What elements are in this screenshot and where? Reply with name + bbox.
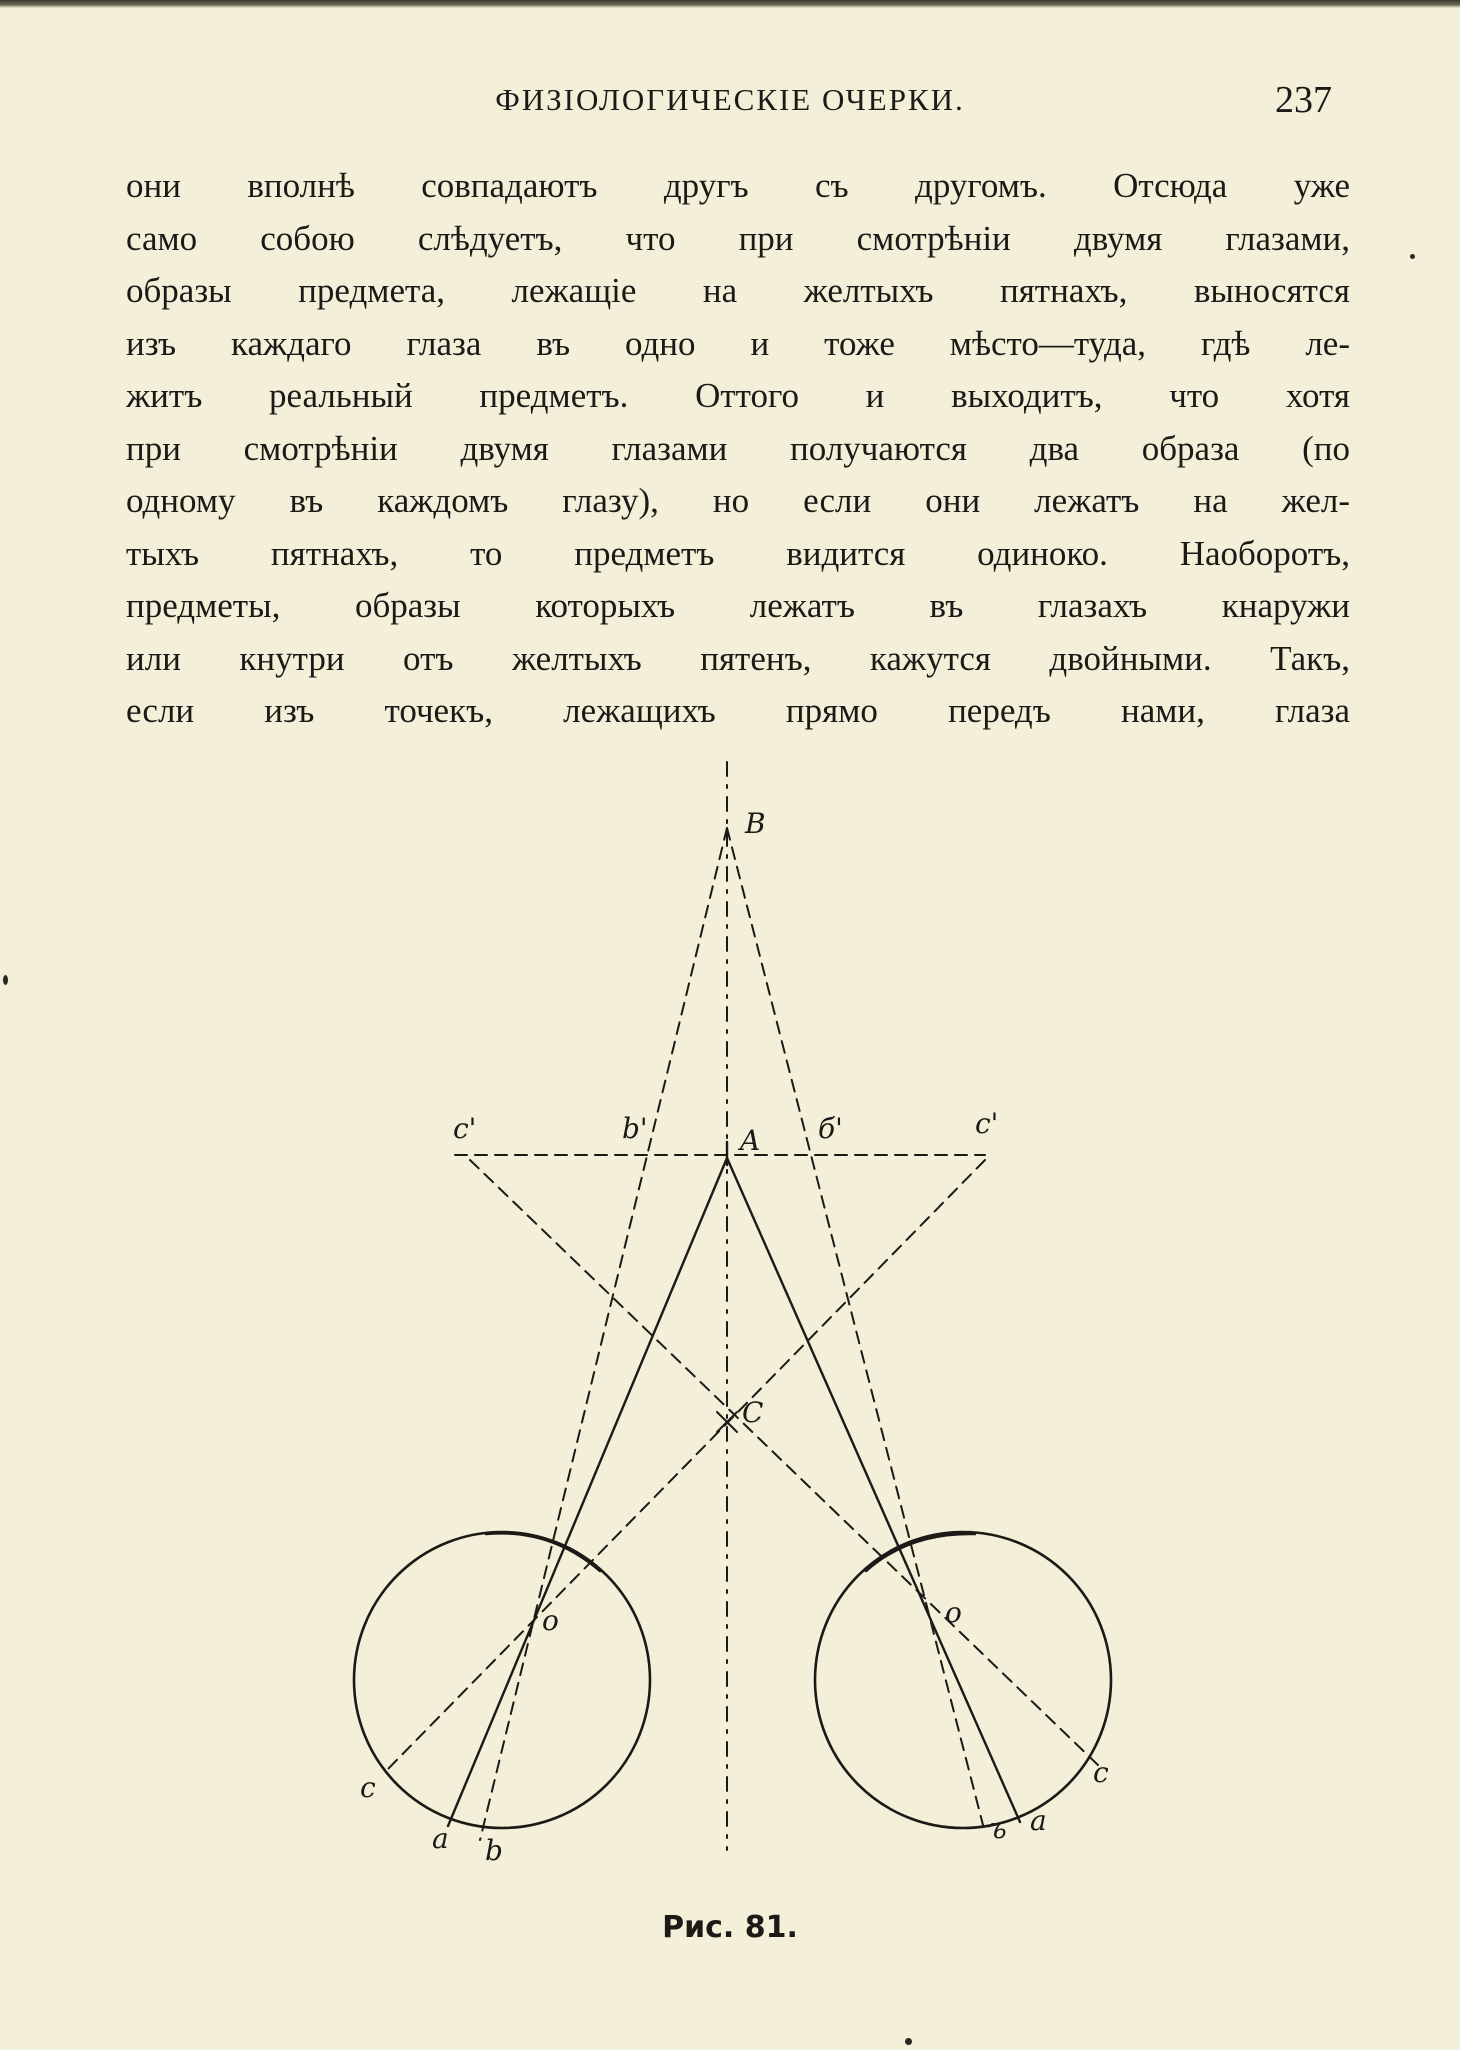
label-b-left: b [485,1834,503,1867]
label-B: B [745,807,766,840]
right-eye-cross-ray [387,1160,985,1770]
text-line: само собою слѣдуетъ, что при смотрѣнiи двумя глазами, [126,218,1350,258]
label-o-left: o [542,1604,559,1637]
left-solid-ray-from-A [448,1158,727,1826]
text-line: они вполнѣ совпадаютъ другъ съ другомъ. Отсюда уже [126,166,1350,205]
label-c-prime-left: c' [453,1112,477,1145]
text-line: образы предмета, лежащiе на желтыхъ пятнахъ, выносятся [126,271,1350,310]
left-eye-circle [354,1532,650,1828]
label-b-right: ъ [988,1812,1007,1845]
text-line: если изъ точекъ, лежащихъ прямо передъ нами, глаза [126,691,1350,730]
left-cornea-arc [486,1533,600,1571]
label-a-left: a [432,1822,449,1855]
left-eye-cross-ray [470,1160,1098,1765]
label-c-right: c [1093,1756,1109,1789]
right-eye-circle [815,1532,1111,1828]
text-line: или кнутри отъ желтыхъ пятенъ, кажутся двойными. Такъ, [126,638,1350,678]
label-c-left: c [360,1771,376,1804]
right-solid-ray-from-A [727,1158,1020,1822]
page-number: 237 [1275,79,1332,121]
ink-speck [1410,254,1415,259]
label-A: A [740,1124,761,1157]
label-o-right: o [945,1596,962,1629]
text-line: при смотрѣнiи двумя глазами получаются два образа (по [126,428,1350,468]
label-c-prime-right: c' [975,1107,999,1140]
text-line: изъ каждаго глаза въ одно и тоже мѣсто—туда, гдѣ ле- [126,323,1350,363]
ink-speck [3,975,8,985]
right-ray-from-B [727,828,983,1825]
running-head: ФИЗIОЛОГИЧЕСКIЕ ОЧЕРКИ. [495,82,965,117]
text-line: одному въ каждомъ глазу), но если они лежатъ на жел- [126,481,1350,520]
text-line: житъ реальный предметъ. Оттого и выходитъ, что хотя [126,376,1350,415]
label-b-prime-left: b' [622,1112,648,1145]
text-line: предметы, образы которыхъ лежатъ въ глазахъ кнаружи [126,586,1350,625]
label-b-prime-right: б' [818,1112,843,1145]
label-C: C [742,1396,764,1429]
text-line: тыхъ пятнахъ, то предметъ видится одиноко. Наоборотъ, [126,533,1350,573]
right-cornea-arc [866,1534,975,1571]
figure-caption: Рис. 81. [662,1910,798,1945]
left-ray-from-B [480,828,727,1840]
label-a-right: a [1030,1804,1047,1837]
ink-speck [905,2038,912,2045]
